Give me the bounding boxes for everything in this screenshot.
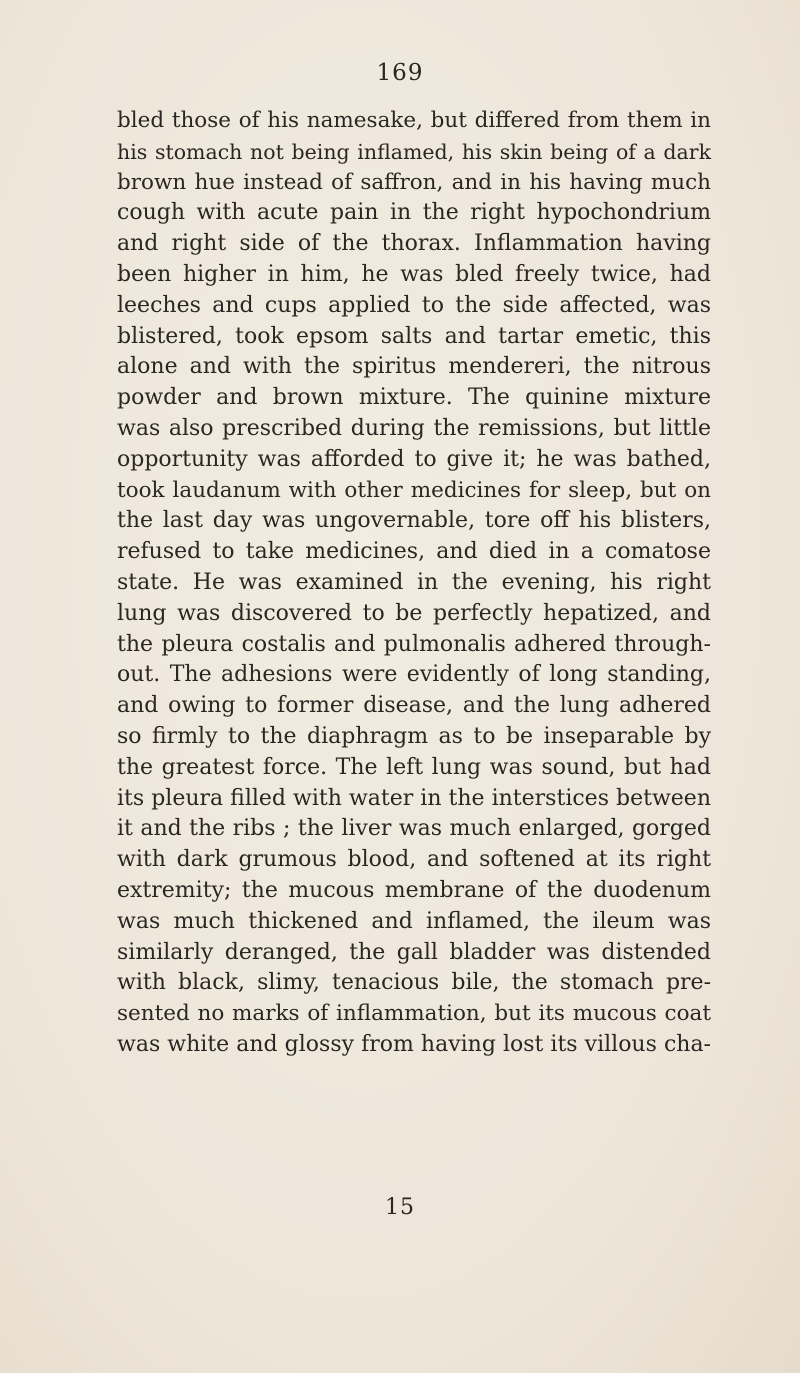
text-line: brown hue instead of saffron, and in his having much xyxy=(117,169,711,195)
text-line: leeches and cups applied to the side affected, was xyxy=(117,292,711,318)
text-line: out. The adhesions were evidently of long standing, xyxy=(117,662,711,688)
text-line: blistered, took epsom salts and tartar emetic, this xyxy=(117,323,711,349)
text-line: state. He was examined in the evening, his right xyxy=(117,569,711,595)
text-line: extremity; the mucous membrane of the duodenum xyxy=(117,877,711,903)
signature-mark: 15 xyxy=(385,1195,415,1220)
text-line: powder and brown mixture. The quinine mixture xyxy=(117,385,711,411)
text-line: the pleura costalis and pulmonalis adhered through- xyxy=(117,631,711,657)
text-line: similarly deranged, the gall bladder was distended xyxy=(117,939,711,965)
text-line: its pleura filled with water in the interstices between xyxy=(117,785,711,811)
text-line: sented no marks of inflammation, but its mucous coat xyxy=(117,1001,711,1027)
text-line: refused to take medicines, and died in a comatose xyxy=(117,539,711,565)
text-line: his stomach not being inflamed, his skin being of a dark xyxy=(117,139,711,164)
text-line: been higher in him, he was bled freely twice, had xyxy=(117,261,711,287)
text-line: so firmly to the diaphragm as to be inseparable by xyxy=(117,723,711,749)
body-text xyxy=(117,106,711,1061)
text-line: was also prescribed during the remissions, but little xyxy=(117,415,711,441)
text-line: took laudanum with other medicines for sleep, but on xyxy=(117,477,711,503)
text-line: was much thickened and inflamed, the ileum was xyxy=(117,908,711,934)
text-line: alone and with the spiritus mendereri, the nitrous xyxy=(117,354,711,380)
page-number: 169 xyxy=(376,60,424,86)
text-line: was white and glossy from having lost its villous cha- xyxy=(117,1031,711,1057)
text-line: and owing to former disease, and the lung adhered xyxy=(117,693,711,719)
text-line: and right side of the thorax. Inflammation having xyxy=(117,231,711,257)
text-line: with dark grumous blood, and softened at its right xyxy=(117,847,711,873)
text-line: the greatest force. The left lung was sound, but had xyxy=(117,754,711,780)
text-line: cough with acute pain in the right hypochondrium xyxy=(117,200,711,226)
text-line: lung was discovered to be perfectly hepatized, and xyxy=(117,600,711,626)
text-line: the last day was ungovernable, tore off his blisters, xyxy=(117,508,711,534)
text-line: bled those of his namesake, but differed from them in xyxy=(117,108,711,133)
text-line: with black, slimy, tenacious bile, the stomach pre- xyxy=(117,970,711,996)
text-line: it and the ribs ; the liver was much enlarged, gorged xyxy=(117,816,711,842)
text-line: opportunity was afforded to give it; he was bathed, xyxy=(117,446,711,472)
